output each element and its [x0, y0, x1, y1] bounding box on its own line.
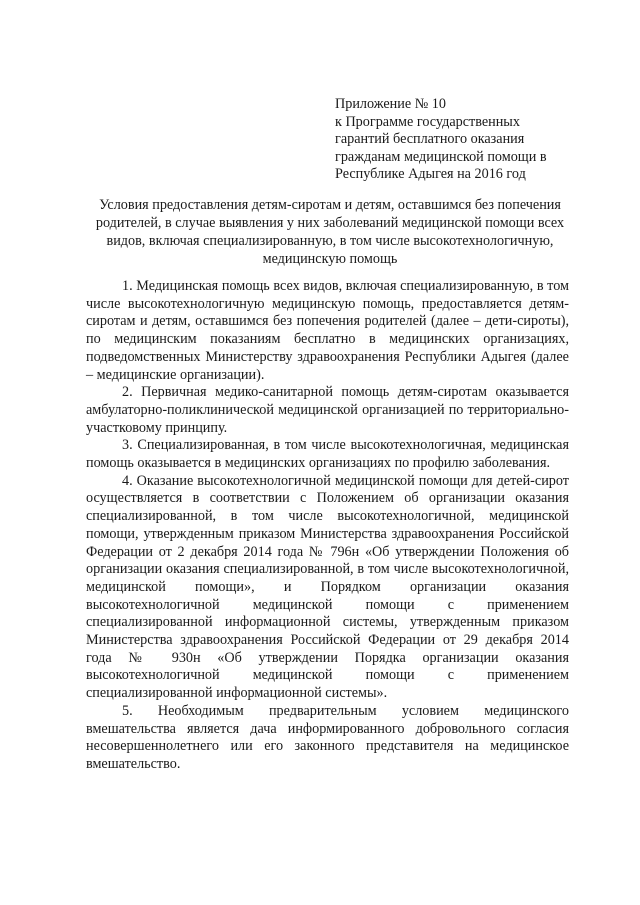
document-body: [86, 278, 569, 774]
appendix-line: к Программе государственных: [335, 113, 520, 130]
paragraph: 4. Оказание высокотехнологичной медицинской помощи для детей-сирот осуществляется в соответствии с Положением об организации оказания специализированной, в том числе высокотехнологичной, медицинской помощи, утвержденным приказом Министерства здравоохранения Российской Федерации от 2 декабря 2014 года № 796н «Об утверждении Положения об организации оказания специализированной, в том числе высокотехнологичной, медицинской помощи», и Порядком организации оказания высокотехнологичной медицинской помощи с применением специализированной информационной системы, утвержденным приказом Министерства здравоохранения Российской Федерации от 29 декабря 2014 года № 930н «Об утверждении Порядка организации оказания высокотехнологичной медицинской помощи с применением специализированной информационной системы».: [86, 472, 569, 702]
appendix-number: Приложение № 10: [335, 96, 446, 112]
appendix-line: гарантий бесплатного оказания: [335, 131, 525, 148]
paragraph: 3. Специализированная, в том числе высокотехнологичная, медицинская помощь оказывается в медицинских организациях по профилю заболевания.: [86, 437, 569, 472]
paragraph: 5. Необходимым предварительным условием медицинского вмешательства является дача информированного добровольного согласия несовершеннолетнего или его законного представителя на медицинское вмешательство.: [86, 702, 569, 772]
appendix-line: Республике Адыгея на 2016 год: [335, 166, 526, 183]
document-title: Условия предоставления детям-сиротам и детям, оставшимся без попечения родителей, в случае выявления у них заболеваний медицинской помощи всех видов, включая специализированную, в том числе высокотехнологичную, медицинскую помощь: [95, 197, 565, 267]
paragraph: 2. Первичная медико-санитарной помощь детям-сиротам оказывается амбулаторно-поликлинической медицинской организацией по территориально-участковому принципу.: [86, 384, 569, 436]
appendix-header: [335, 96, 575, 184]
appendix-line: гражданам медицинской помощи в: [335, 148, 547, 165]
paragraph: 1. Медицинская помощь всех видов, включая специализированную, в том числе высокотехнологичную медицинскую помощь, предоставляется детям-сиротам и детям, оставшимся без попечения родителей (далее – дети-сироты), по медицинским показаниям бесплатно в медицинских организациях, подведомственных Министерству здравоохранения Республики Адыгея (далее – медицинские организации).: [86, 278, 569, 383]
